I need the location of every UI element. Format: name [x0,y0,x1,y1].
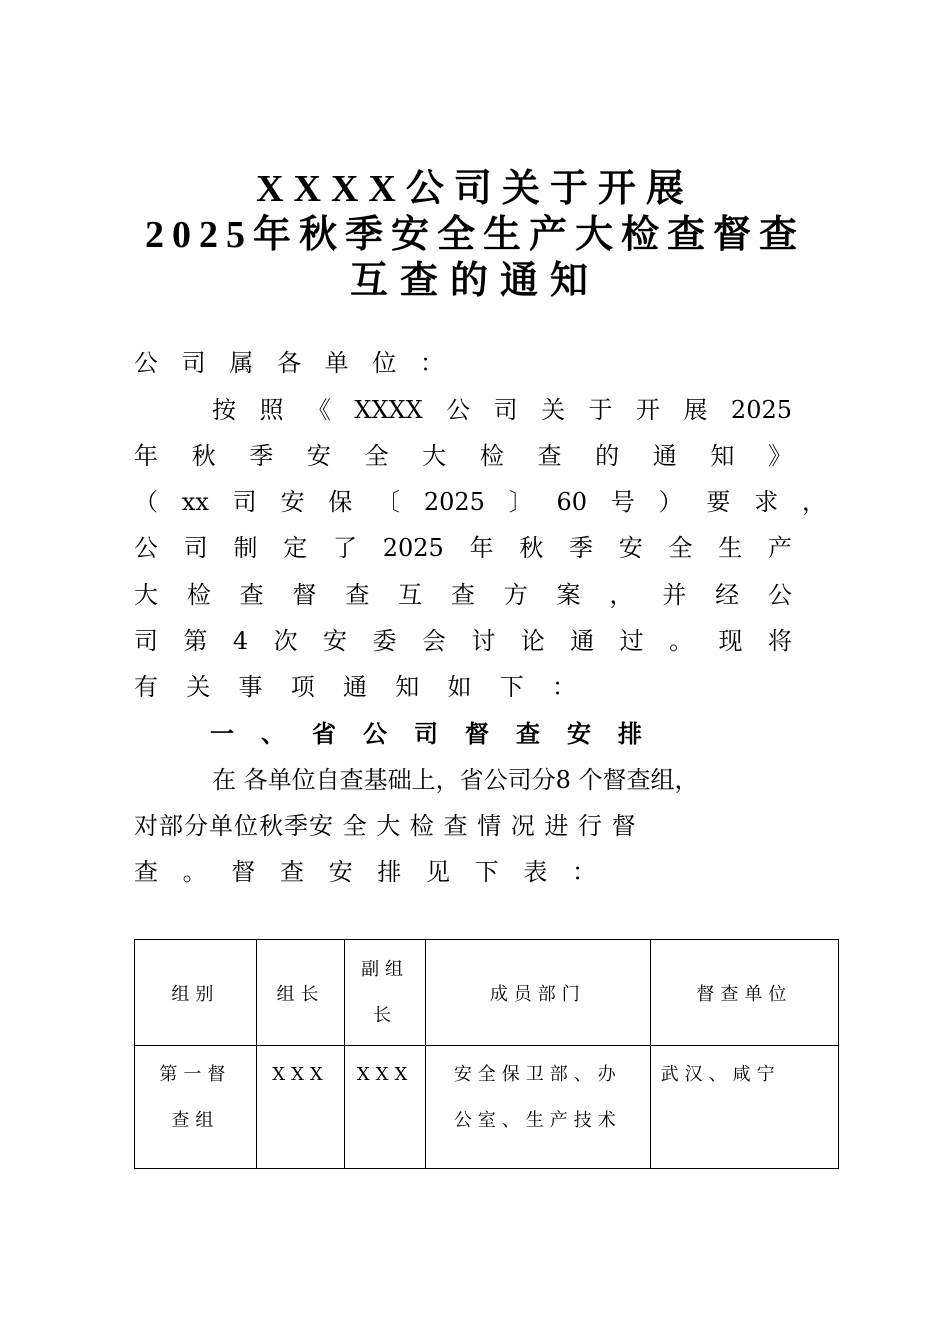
title-line-1: XXXX公司关于开展 [256,168,694,210]
header-units: 督查单位 [650,940,838,1046]
body-line-7: 有关事项通知如下： [134,673,576,701]
header-deputy [345,940,426,1046]
cell-members-text: 安全保卫部、办公室、生产技术 [453,1064,622,1131]
cell-units: 武汉、咸宁 [650,1046,838,1169]
cell-leader: XXX [256,1046,344,1169]
title-line-2: 2025年秋季安全生产大检查督查 [144,214,805,256]
table-header-row [135,940,839,1046]
header-leader: 组长 [256,940,344,1046]
header-group: 组别 [135,940,257,1046]
body-line-2: 年秋季安全大检查的通知》 [134,442,792,470]
title-line-3: 互查的通知 [349,260,600,302]
header-members: 成员部门 [425,940,650,1046]
section-line-2: 对部分单位秋季安 全 大 检 查 情 况 进 行 督 [134,812,637,840]
supervision-table [134,939,839,1169]
section-line-3: 查。督查安排见下表： [134,858,596,886]
body-line-6: 司第4次安委会讨论通过。现将 [134,627,792,655]
section-heading: 一、省公司督查安排 [210,719,642,748]
body-line-5: 大检查督查互查方案，并经公 [134,581,792,609]
header-deputy-text: 副组长 [361,958,410,1026]
salutation: 公司属各单位： [134,349,444,377]
section-line-1: 在 各单位自查基础上，省公司分8 个督查组， [212,766,699,794]
table-row [135,1046,839,1169]
cell-members [425,1046,650,1169]
cell-deputy: XXX [345,1046,426,1169]
cell-group-text: 第一督查组 [159,1064,232,1131]
body-line-3: （xx司安保〔2025〕60号）要求， [134,488,826,516]
cell-group [135,1046,257,1169]
body-line-1: 按照《XXXX公司关于开展2025 [212,396,792,424]
body-line-4: 公司制定了2025年秋季安全生产 [134,534,792,562]
